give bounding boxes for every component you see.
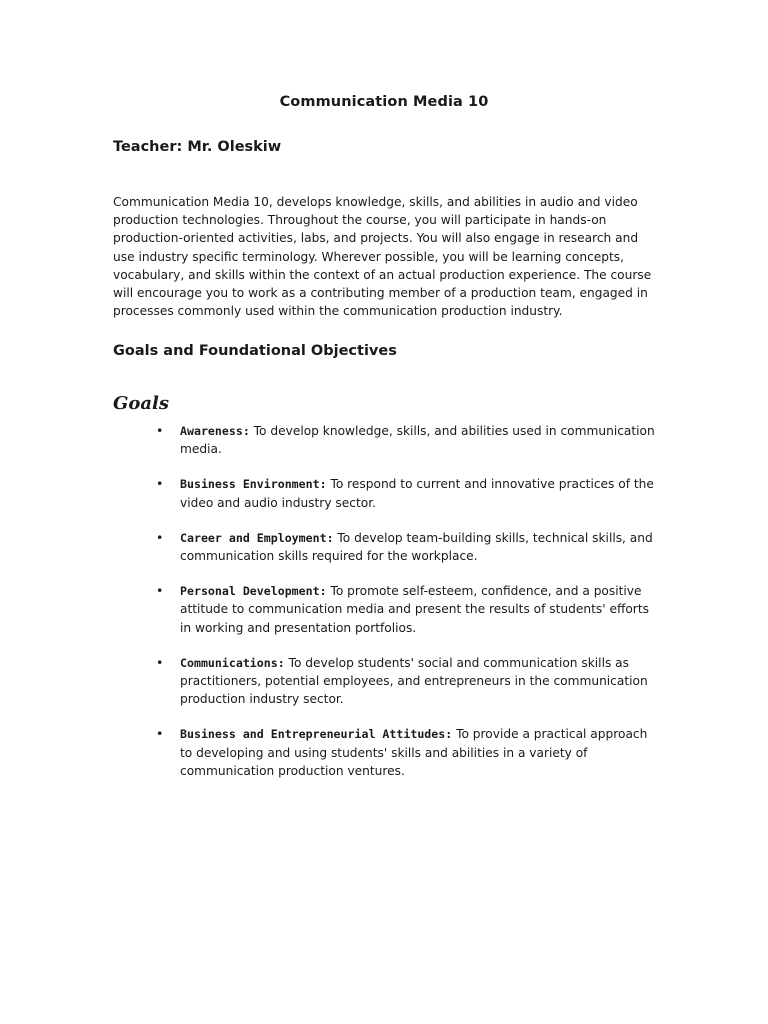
goal-text bbox=[180, 582, 658, 637]
list-item bbox=[0, 529, 768, 565]
goals-heading: Goals bbox=[113, 393, 170, 414]
bullet-icon: • bbox=[156, 529, 164, 545]
goal-term: Communications: bbox=[180, 655, 285, 670]
bullet-icon: • bbox=[156, 423, 164, 438]
goal-term: Personal Development: bbox=[180, 584, 327, 599]
goal-text bbox=[180, 475, 658, 511]
goal-description: To respond to current and innovative practices of the video and audio industry sector. bbox=[180, 477, 654, 510]
goal-description: To develop team-building skills, technical skills, and communication skills required for the workplace. bbox=[180, 530, 653, 564]
goal-term: Business Environment: bbox=[180, 477, 327, 492]
goal-text bbox=[180, 422, 658, 458]
goal-text bbox=[180, 654, 658, 709]
teacher-heading: Teacher: Mr. Oleskiw bbox=[113, 139, 282, 155]
bullet-icon: • bbox=[156, 654, 164, 670]
list-item bbox=[0, 654, 768, 709]
bullet-icon: • bbox=[156, 583, 164, 599]
goal-description: To develop knowledge, skills, and abilities used in communication media. bbox=[180, 424, 655, 457]
goal-text bbox=[180, 725, 658, 780]
bullet-icon: • bbox=[156, 726, 164, 742]
goal-text bbox=[180, 529, 658, 565]
goal-term: Business and Entrepreneurial Attitudes: bbox=[180, 727, 453, 742]
goal-description: To provide a practical approach to developing and using students' skills and abilities in a variety of communication production ventures. bbox=[180, 727, 648, 778]
goal-description: To promote self-esteem, confidence, and a positive attitude to communication media and present the results of students' efforts in working and presentation portfolios. bbox=[180, 584, 649, 635]
goals-list bbox=[0, 422, 768, 797]
goal-term: Awareness: bbox=[180, 424, 250, 438]
list-item bbox=[0, 475, 768, 511]
list-item bbox=[0, 582, 768, 637]
list-item bbox=[0, 725, 768, 780]
goal-description: To develop students' social and communication skills as practitioners, potential employees, and entrepreneurs in the communication production industry sector. bbox=[180, 655, 648, 707]
bullet-icon: • bbox=[156, 476, 164, 492]
section-heading-goals-objectives: Goals and Foundational Objectives bbox=[113, 343, 397, 359]
goal-term: Career and Employment: bbox=[180, 530, 334, 545]
page-title: Communication Media 10 bbox=[279, 94, 489, 110]
course-description: Communication Media 10, develops knowledge, skills, and abilities in audio and video production technologies. Throughout the course, you will participate in hands-on production-oriented activities, labs, and projects. You will also engage in research and use industry specific terminology. Wherever possible, you will be learning concepts, vocabulary, and skills within the context of an actual production experience. The course will encourage you to work as a contributing member of a production team, engaged in processes commonly used within the communication production industry. bbox=[113, 195, 652, 319]
list-item bbox=[0, 422, 768, 458]
